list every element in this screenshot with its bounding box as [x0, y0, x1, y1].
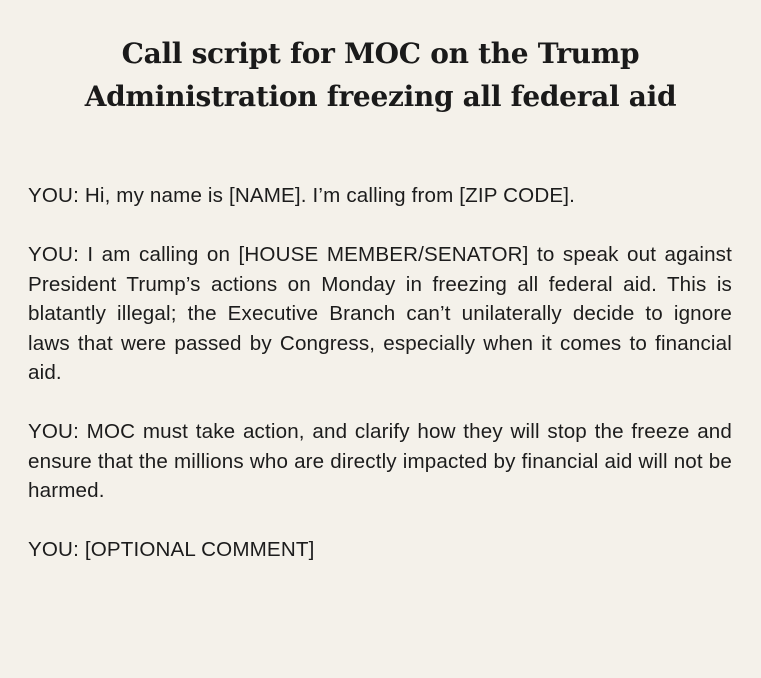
title-line-1: Call script for MOC on the Trump	[121, 37, 640, 70]
script-body	[28, 181, 732, 594]
script-paragraph-intro: YOU: Hi, my name is [NAME]. I’m calling from [ZIP CODE].	[28, 184, 575, 207]
page-title	[40, 32, 721, 118]
title-line-2: Administration freezing all federal aid	[84, 80, 677, 113]
script-paragraph-request: YOU: I am calling on [HOUSE MEMBER/SENATOR] to speak out against President Trump’s actions on Monday in freezing all federal aid. This is blatantly illegal; the Executive Branch can’t unilaterally decide to ignore laws that were passed by Congress, especially when it comes to financial aid.	[28, 243, 732, 384]
script-paragraph-optional: YOU: [OPTIONAL COMMENT]	[28, 538, 315, 561]
script-paragraph-action: YOU: MOC must take action, and clarify how they will stop the freeze and ensure that the millions who are directly impacted by financial aid will not be harmed.	[28, 420, 732, 502]
